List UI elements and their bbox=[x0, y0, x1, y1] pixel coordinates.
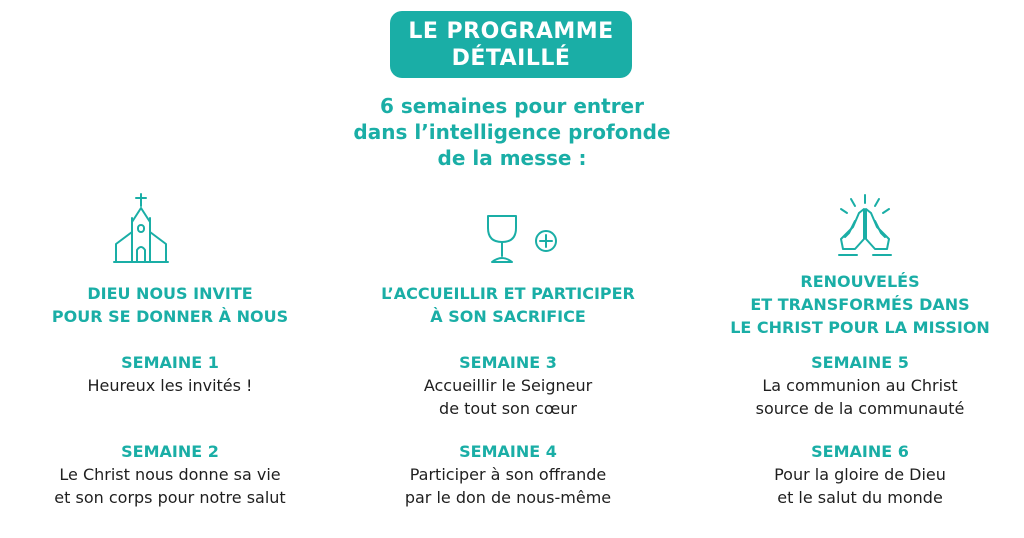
column-3-heading-line-2: ET TRANSFORMÉS DANS bbox=[750, 295, 970, 314]
week-3-text-line-2: de tout son cœur bbox=[439, 399, 577, 418]
week-6 bbox=[690, 440, 1024, 509]
column-2-heading-line-2: À SON SACRIFICE bbox=[430, 307, 586, 326]
week-2-text-line-1: Le Christ nous donne sa vie bbox=[59, 465, 281, 484]
week-4-text-line-1: Participer à son offrande bbox=[409, 465, 607, 484]
column-3 bbox=[690, 0, 1024, 538]
column-1-heading bbox=[0, 282, 340, 328]
week-5-text-line-1: La communion au Christ bbox=[762, 376, 958, 395]
column-1 bbox=[0, 0, 340, 538]
column-1-heading-line-2: POUR SE DONNER À NOUS bbox=[51, 307, 289, 326]
column-1-heading-line-1: DIEU NOUS INVITE bbox=[87, 284, 253, 303]
week-2-text-line-2: et son corps pour notre salut bbox=[54, 488, 286, 507]
chalice-host-icon bbox=[486, 214, 562, 264]
column-2-heading bbox=[338, 282, 678, 328]
week-5-label: SEMAINE 5 bbox=[811, 353, 909, 372]
week-2-label: SEMAINE 2 bbox=[121, 442, 219, 461]
week-3-label: SEMAINE 3 bbox=[459, 353, 557, 372]
column-2-heading-line-1: L’ACCUEILLIR ET PARTICIPER bbox=[381, 284, 635, 303]
week-6-label: SEMAINE 6 bbox=[811, 442, 909, 461]
column-3-heading-line-3: LE CHRIST POUR LA MISSION bbox=[730, 318, 990, 337]
week-1-text-line-1: Heureux les invités ! bbox=[87, 376, 253, 395]
column-3-heading-line-1: RENOUVELÉS bbox=[800, 272, 920, 291]
week-1-label: SEMAINE 1 bbox=[121, 353, 219, 372]
program-title-line-2: DÉTAILLÉ bbox=[451, 45, 571, 71]
column-2 bbox=[338, 0, 678, 538]
week-4-text-line-2: par le don de nous-même bbox=[404, 488, 612, 507]
week-4-label: SEMAINE 4 bbox=[459, 442, 557, 461]
church-icon bbox=[112, 192, 170, 264]
week-4 bbox=[338, 440, 678, 509]
week-3 bbox=[338, 351, 678, 420]
praying-hands-icon bbox=[835, 193, 895, 259]
intro-line-3: de la messe : bbox=[437, 146, 587, 170]
week-5 bbox=[690, 351, 1024, 420]
program-title-line-1: LE PROGRAMME bbox=[408, 18, 614, 44]
week-6-text-line-1: Pour la gloire de Dieu bbox=[774, 465, 946, 484]
intro-line-2: dans l’intelligence profonde bbox=[353, 120, 671, 144]
week-3-text-line-1: Accueillir le Seigneur bbox=[423, 376, 593, 395]
week-6-text-line-2: et le salut du monde bbox=[777, 488, 943, 507]
column-3-heading bbox=[690, 270, 1024, 339]
week-2 bbox=[0, 440, 340, 509]
week-5-text-line-2: source de la communauté bbox=[755, 399, 965, 418]
intro-line-1: 6 semaines pour entrer bbox=[380, 94, 644, 118]
week-1 bbox=[0, 351, 340, 397]
